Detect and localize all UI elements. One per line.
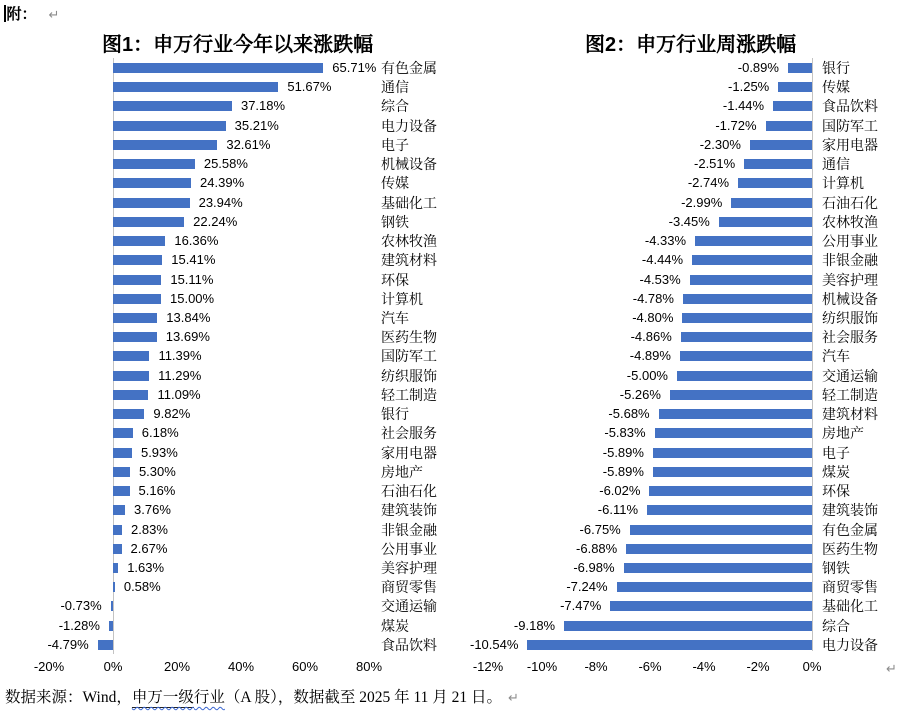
value-label: 13.69% (165, 329, 210, 345)
value-label: -7.24% (566, 579, 608, 595)
category-label: 石油石化 (822, 194, 878, 211)
bar-商贸零售 (113, 582, 115, 592)
text-cursor (4, 5, 6, 22)
bar-电子 (113, 140, 217, 150)
category-label: 社会服务 (381, 425, 437, 442)
category-label: 公用事业 (822, 233, 878, 250)
category-label: 医药生物 (822, 540, 878, 557)
value-label: -5.68% (608, 406, 650, 422)
category-label: 轻工制造 (381, 386, 437, 403)
x-tick-label: -2% (746, 659, 770, 674)
bar-食品饮料 (773, 101, 812, 111)
category-label: 美容护理 (381, 559, 437, 576)
bar-机械设备 (683, 294, 812, 304)
category-label: 有色金属 (381, 60, 437, 76)
category-label: 通信 (381, 79, 409, 96)
value-label: -5.89% (602, 463, 644, 479)
value-label: -4.78% (632, 290, 674, 306)
bar-汽车 (113, 313, 157, 323)
bar-汽车 (680, 351, 812, 361)
category-label: 建筑装饰 (381, 502, 437, 519)
bar-非银金融 (692, 255, 812, 265)
x-tick-label: -12% (472, 659, 504, 674)
value-label: 6.18% (141, 425, 179, 441)
source-suffix: （A 股），数据截至 2025 年 11 月 21 日。 (224, 689, 502, 706)
bar-轻工制造 (113, 390, 148, 400)
value-label: 13.84% (166, 309, 211, 325)
category-label: 建筑装饰 (822, 502, 878, 519)
bar-农林牧渔 (113, 236, 165, 246)
category-label: 公用事业 (381, 540, 437, 557)
bar-轻工制造 (670, 390, 812, 400)
category-label: 钢铁 (822, 559, 850, 576)
x-tick-label: 0% (802, 659, 822, 674)
category-label: 基础化工 (381, 194, 437, 211)
value-label: 3.76% (134, 502, 171, 518)
value-label: -6.98% (573, 559, 615, 575)
category-label: 煤炭 (381, 617, 409, 634)
category-label: 电子 (822, 444, 850, 461)
value-label: 37.18% (240, 98, 286, 114)
value-label: -3.45% (668, 213, 710, 229)
value-label: -4.33% (644, 233, 687, 249)
bar-房地产 (113, 467, 130, 477)
bar-国防军工 (766, 121, 812, 131)
value-label: 15.41% (171, 252, 216, 268)
bar-银行 (788, 63, 812, 73)
bar-建筑材料 (113, 255, 162, 265)
x-tick-label: 80% (355, 659, 383, 674)
category-label: 房地产 (822, 425, 864, 442)
value-label: 11.29% (158, 367, 202, 383)
bar-医药生物 (113, 332, 157, 342)
bar-交通运输 (677, 371, 812, 381)
category-label: 传媒 (381, 175, 409, 192)
category-label: 电力设备 (381, 117, 437, 134)
value-label: -4.44% (641, 252, 684, 268)
value-label: 15.11% (170, 271, 214, 287)
category-label: 交通运输 (381, 598, 437, 615)
bar-煤炭 (653, 467, 812, 477)
value-label: 23.94% (198, 194, 243, 210)
value-label: -0.73% (60, 598, 102, 614)
value-label: 9.82% (153, 406, 191, 422)
category-label: 有色金属 (822, 521, 878, 538)
category-label: 美容护理 (822, 271, 878, 288)
value-label: -6.02% (599, 483, 641, 499)
bar-通信 (113, 82, 278, 92)
category-label: 农林牧渔 (381, 233, 437, 250)
category-label: 计算机 (381, 290, 423, 307)
value-label: -5.89% (602, 444, 644, 460)
value-label: -5.83% (604, 425, 646, 441)
bar-基础化工 (113, 198, 190, 208)
value-label: -1.28% (58, 617, 100, 633)
bar-环保 (649, 486, 812, 496)
category-label: 社会服务 (822, 329, 878, 346)
bar-计算机 (113, 294, 161, 304)
y-axis-line (113, 58, 114, 654)
bar-家用电器 (113, 448, 132, 458)
value-label: -2.30% (699, 136, 741, 152)
bar-电子 (653, 448, 812, 458)
category-label: 轻工制造 (822, 386, 878, 403)
bar-机械设备 (113, 159, 195, 169)
paragraph-mark-icon: ↵ (48, 8, 60, 23)
doc-heading-line[interactable] (4, 3, 59, 25)
value-label: 1.63% (127, 559, 165, 575)
category-label: 国防军工 (822, 117, 878, 134)
category-label: 石油石化 (381, 483, 437, 500)
category-label: 建筑材料 (381, 252, 437, 269)
bar-社会服务 (681, 332, 812, 342)
category-label: 传媒 (822, 79, 850, 96)
value-label: -1.44% (722, 98, 765, 114)
value-label: 32.61% (226, 136, 271, 152)
category-label: 纺织服饰 (822, 309, 878, 326)
category-label: 纺织服饰 (381, 367, 437, 384)
value-label: 5.16% (138, 483, 176, 499)
category-label: 环保 (381, 271, 409, 288)
bar-房地产 (655, 428, 812, 438)
category-label: 综合 (822, 617, 850, 634)
y-axis-line (812, 58, 813, 651)
source-term-underlined: 申万一级 (131, 689, 194, 706)
bar-钢铁 (624, 563, 812, 573)
x-tick-label: -6% (638, 659, 662, 674)
value-label: 2.83% (131, 521, 168, 537)
category-label: 电力设备 (822, 636, 878, 653)
bar-基础化工 (610, 601, 812, 611)
value-label: 0.58% (123, 579, 161, 595)
value-label: -7.47% (560, 598, 602, 614)
value-label: 22.24% (193, 213, 238, 229)
bar-计算机 (738, 178, 812, 188)
value-label: -6.11% (597, 502, 639, 518)
category-label: 交通运输 (822, 367, 878, 384)
x-tick-label: -4% (692, 659, 716, 674)
value-label: 11.09% (157, 386, 201, 402)
bar-商贸零售 (617, 582, 812, 592)
value-label: -9.18% (513, 617, 556, 633)
category-label: 商贸零售 (381, 579, 437, 596)
category-label: 农林牧渔 (822, 213, 878, 230)
category-label: 汽车 (822, 348, 850, 365)
value-label: -6.75% (579, 521, 621, 537)
category-label: 煤炭 (822, 463, 850, 480)
bar-非银金融 (113, 525, 122, 535)
value-label: -5.00% (626, 367, 668, 383)
bar-电力设备 (113, 121, 226, 131)
bar-煤炭 (109, 621, 113, 631)
value-label: 15.00% (170, 290, 215, 306)
value-label: 2.67% (130, 540, 168, 556)
bar-医药生物 (626, 544, 812, 554)
value-label: -1.25% (728, 79, 770, 95)
heading-text: 附： (6, 6, 37, 23)
category-label: 机械设备 (381, 156, 437, 173)
value-label: -0.89% (737, 60, 779, 75)
category-label: 计算机 (822, 175, 864, 192)
value-label: -6.88% (576, 540, 618, 556)
bar-纺织服饰 (682, 313, 812, 323)
bar-建筑材料 (659, 409, 812, 419)
value-label: -4.79% (47, 636, 89, 652)
category-label: 钢铁 (381, 213, 409, 230)
category-label: 食品饮料 (381, 636, 437, 653)
bar-社会服务 (113, 428, 133, 438)
bar-银行 (113, 409, 144, 419)
bar-交通运输 (111, 601, 113, 611)
chart-title: 图2：申万行业周涨跌幅 (585, 34, 797, 56)
value-label: -1.72% (715, 117, 757, 133)
bar-钢铁 (113, 217, 184, 227)
x-tick-label: 0% (103, 659, 123, 674)
value-label: 51.67% (287, 79, 332, 95)
paragraph-mark-icon: ↵ (508, 691, 519, 706)
category-label: 综合 (381, 98, 409, 115)
x-tick-label: -8% (584, 659, 608, 674)
value-label: 65.71% (332, 60, 377, 75)
bar-传媒 (113, 178, 191, 188)
category-label: 电子 (381, 136, 409, 153)
value-label: -2.51% (694, 156, 736, 172)
bar-公用事业 (695, 236, 812, 246)
category-label: 食品饮料 (822, 98, 878, 115)
category-label: 基础化工 (822, 598, 878, 615)
source-term-tail: 行业 (193, 689, 225, 706)
x-tick-label: -20% (33, 659, 65, 674)
bar-综合 (564, 621, 812, 631)
bar-有色金属 (630, 525, 812, 535)
bar-国防军工 (113, 351, 149, 361)
value-label: -4.89% (629, 348, 671, 364)
value-label: 5.93% (140, 444, 178, 460)
category-label: 非银金融 (381, 521, 437, 538)
x-tick-label: -10% (526, 659, 558, 674)
category-label: 非银金融 (822, 252, 878, 269)
category-label: 家用电器 (822, 136, 878, 153)
bar-公用事业 (113, 544, 122, 554)
category-label: 银行 (381, 406, 409, 423)
value-label: -5.26% (619, 386, 661, 402)
value-label: 16.36% (174, 233, 219, 249)
value-label: -10.54% (469, 636, 519, 652)
source-prefix: 数据来源：Wind， (5, 689, 132, 706)
bar-家用电器 (750, 140, 812, 150)
value-label: 25.58% (203, 156, 248, 172)
value-label: 24.39% (200, 175, 245, 191)
bar-美容护理 (690, 275, 812, 285)
category-label: 汽车 (381, 309, 409, 326)
category-label: 家用电器 (381, 444, 437, 461)
bar-美容护理 (113, 563, 118, 573)
bar-传媒 (778, 82, 812, 92)
bar-农林牧渔 (719, 217, 812, 227)
value-label: -4.80% (632, 309, 674, 325)
x-tick-label: 20% (163, 659, 191, 674)
value-label: 11.39% (158, 348, 202, 364)
x-tick-label: 40% (227, 659, 255, 674)
bar-石油石化 (731, 198, 812, 208)
value-label: 35.21% (234, 117, 279, 133)
bar-环保 (113, 275, 161, 285)
bar-综合 (113, 101, 232, 111)
category-label: 机械设备 (822, 290, 878, 307)
bar-石油石化 (113, 486, 130, 496)
bar-建筑装饰 (647, 505, 812, 515)
chart-title: 图1：申万行业今年以来涨跌幅 (102, 34, 374, 56)
bar-食品饮料 (98, 640, 113, 650)
source-spellcheck-squiggle (132, 689, 225, 708)
value-label: -4.86% (630, 329, 672, 345)
bar-建筑装饰 (113, 505, 125, 515)
bar-纺织服饰 (113, 371, 149, 381)
x-tick-label: 60% (291, 659, 319, 674)
paragraph-mark-icon: ↵ (886, 662, 897, 677)
value-label: 5.30% (138, 463, 176, 479)
category-label: 建筑材料 (822, 406, 878, 423)
bar-通信 (744, 159, 812, 169)
bar-电力设备 (527, 640, 812, 650)
data-source-line[interactable] (5, 686, 519, 711)
category-label: 国防军工 (381, 348, 437, 365)
value-label: -2.74% (687, 175, 730, 191)
value-label: -2.99% (681, 194, 723, 210)
category-label: 房地产 (381, 463, 423, 480)
category-label: 银行 (822, 60, 850, 76)
value-label: -4.53% (639, 271, 681, 287)
category-label: 商贸零售 (822, 579, 878, 596)
category-label: 环保 (822, 483, 850, 500)
bar-有色金属 (113, 63, 323, 73)
category-label: 医药生物 (381, 329, 437, 346)
category-label: 通信 (822, 156, 850, 173)
